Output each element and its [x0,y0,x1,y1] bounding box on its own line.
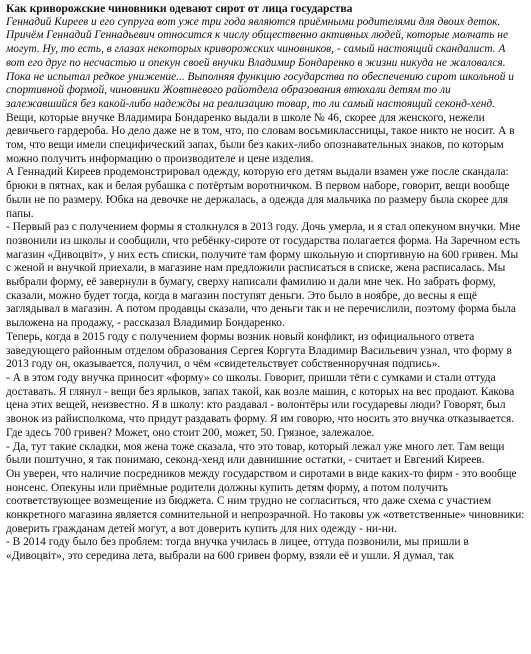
article-paragraph: - В 2014 году было без проблем: тогда внучка училась в лицее, оттуда позвонили, мы пришли в «Дивоцвіт», это середина лета, выбрали на 600 гривен форму, взяли её и ушли. Я думал, так [6,536,469,563]
article-paragraph: А Геннадий Киреев продемонстрировал одежду, которую его детям выдали взамен уже после скандала: брюки в пятнах, как и белая рубашка с потёртым воротничком. В первом наборе, говорит, вещи вообще были не по размеру. Юбка на девочке не держалась, а одежда для мальчика по размеру была скорее для папы. [6,166,510,220]
article-lead: Геннадий Киреев и его супруга вот уже три года являются приёмными родителями для двоих деток. Причём Геннадий Геннадьевич относится к числу общественно активных людей, которые молчать не могут. Ну, то есть, в глазах некоторых криворожских чиновников, - самый настоящий скандалист. А вот его друг по несчастью и опекун своей внучки Владимир Бондаренко в жизни никуда не жаловался. Пока не испытал редкое унижение... Выполняя функцию государства по обеспечению сирот школьной и спортивной формой, чиновники Жовтневого райотдела образования втюхали детям то ли залежавшийся без какой-либо надежды на реализацию товар, то ли самый настоящий секонд-хенд. [6,15,514,110]
article-paragraph: - А в этом году внучка приносит «форму» со школы. Говорит, пришли тёти с сумками и стали оттуда доставать. Я глянул - вещи без ярлыков, запах такой, как возле машин, с которых на вес продают. Какова цена этих вещей, неизвестно. Я в школу: кто раздавал - волонтёры или государевы люди? Говорят, был звонок из райисполкома, что придут раздавать форму. Я им говорю, что носить это внучка отказывается. Где здесь 700 гривен? Может, оно стоит 200, может, 50. Грязное, залежалое. [6,371,515,439]
article-paragraph: - Первый раз с получением формы я столкнулся в 2013 году. Дочь умерла, и я стал опекуном внучки. Мне позвонили из школы и сообщили, что ребёнку-сироте от государства полагается форма. На Заречном есть магазин «Дивоцвіт», у них есть списки, получите там форму школьную и спортивную на 600 гривен. Мы с женой и внучкой приехали, в магазине нам предложили расписаться в списке, жена расписалась. Мы выбрали форму, её завернули в бумагу, сверху написали фамилию и дали мне чек. Но забрать форму, сказали, можно будет тогда, когда в магазин поступят деньги. Это было в ноябре, до весны я ещё заглядывал в магазин. А потом продавцы сказали, что деньги так и не перечислили, поэтому форма была выложена на продажу, - рассказал Владимир Бондаренко. [6,221,521,330]
article-paragraph: - Да, тут такие складки, моя жена тоже сказала, что это товар, который лежал уже много лет. Там вещи были поштучно, я так понимаю, секонд-хенд или давнишние остатки, - считает и Евгений Киреев. [6,440,505,467]
article-paragraph: Вещи, которые внучке Владимира Бондаренко выдали в школе № 46, скорее для женского, нежели девичьего гардероба. Но дело даже не в том, что, по словам восьмиклассницы, такое никто не носит. А в том, что вещи имели специфический запах, были без каких-либо опознавательных знаков, по которым можно получить информацию о производителе и цене изделия. [6,111,515,165]
article-title: Как криворожские чиновники одевают сирот от лица государства [6,2,353,15]
article-paragraph: Теперь, когда в 2015 году с получением формы возник новый конфликт, из официального ответа заведующего районным отделом образования Сергея Коргута Владимир Васильевич узнал, что форму в 2013 году он, оказывается, получил, о чём «свидетельствует собственноручная подпись». [6,330,512,371]
article-paragraph: Он уверен, что наличие посредников между государством и сиротами в виде каких-то фирм - это вообще нонсенс. Опекуны или приёмные родители должны купить детям форму, а потом получить соответствующее возмещение из бюджета. С ним трудно не согласиться, что даже схема с участием конкретного магазина является сомнительной и непрозрачной. Но таковы уж «ответственные» чиновники: доверить гражданам детей могут, а вот доверить купить для них одежду - ни-ни. [6,467,525,535]
